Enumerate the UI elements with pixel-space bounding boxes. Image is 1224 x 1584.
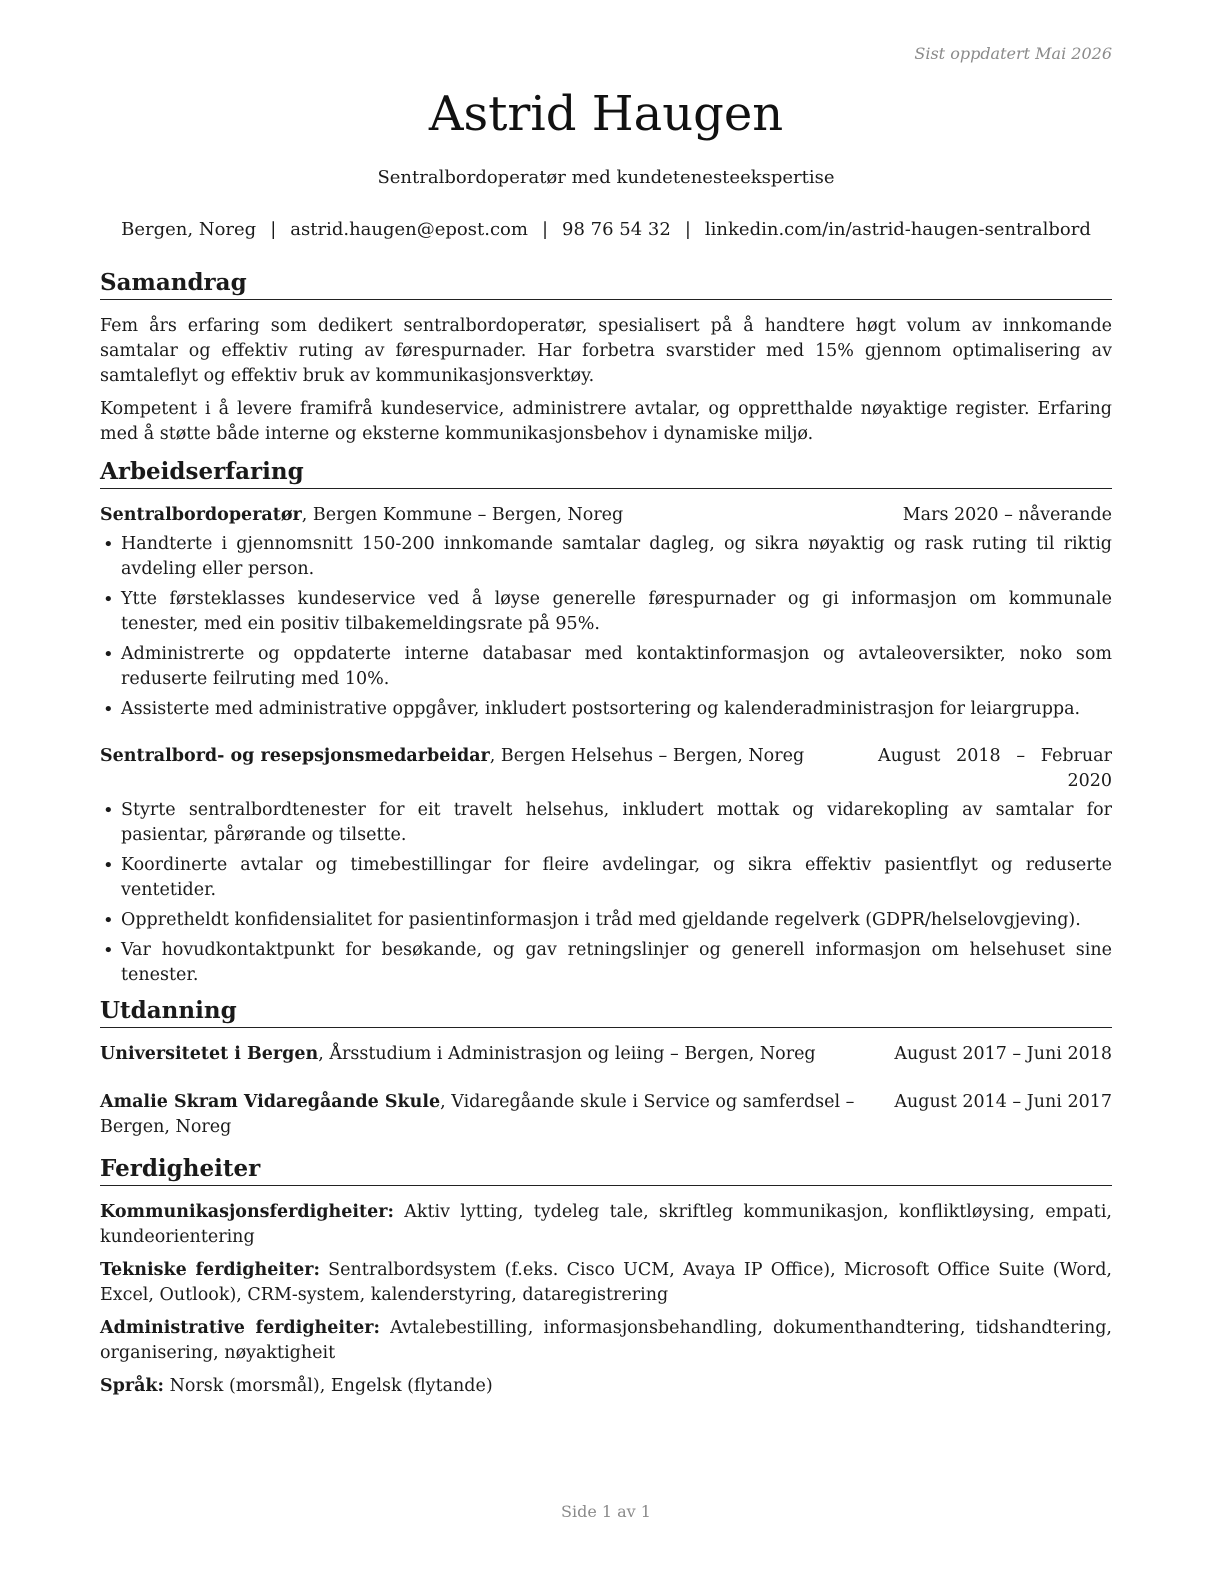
job-bullet: • Assisterte med administrative oppgåver, inkludert postsortering og kalenderadministrasjon for leiargruppa. xyxy=(100,697,1112,722)
contact-line xyxy=(100,219,1112,240)
contact-separator: | xyxy=(684,219,691,240)
job-bullet: • Styrte sentralbordtenester for eit travelt helsehus, inkludert mottak og vidarekopling av samtalar for pasientar, pårørande og tilsette. xyxy=(100,798,1112,848)
education-dates: August 2014 – Juni 2017 xyxy=(894,1092,1112,1112)
skill-row xyxy=(100,1316,1112,1366)
job-bullet: • Administrerte og oppdaterte interne databasar med kontaktinformasjon og avtaleoversikter, noko som reduserte feilruting med 10%. xyxy=(100,642,1112,692)
job-org: , Bergen Helsehus – Bergen, Noreg xyxy=(489,746,805,766)
section-title-experience: Arbeidserfaring xyxy=(100,457,1112,489)
contact-location: Bergen, Noreg xyxy=(121,219,257,240)
job-bullets xyxy=(100,532,1112,722)
education-detail: , Årsstudium i Administrasjon og leiing – Bergen, Noreg xyxy=(318,1044,816,1064)
summary-section xyxy=(100,268,1112,447)
contact-separator: | xyxy=(270,219,277,240)
job-org: , Bergen Kommune – Bergen, Noreg xyxy=(301,505,624,525)
skill-label: Administrative ferdigheiter: xyxy=(100,1318,380,1338)
education-school: Universitetet i Bergen xyxy=(100,1044,319,1064)
skill-label: Språk: xyxy=(100,1376,165,1396)
job-bullet: • Ytte førsteklasses kundeservice ved å løyse generelle førespurnader og gi informasjon om kommunale tenester, med ein positiv tilbakemeldingsrate på 95%. xyxy=(100,587,1112,637)
job-role: Sentralbordoperatør xyxy=(100,505,302,525)
job-bullet: • Koordinerte avtalar og timebestillingar for fleire avdelingar, og sikra effektiv pasientflyt og reduserte ventetider. xyxy=(100,853,1112,903)
contact-phone[interactable]: 98 76 54 32 xyxy=(562,219,671,240)
skill-text: Norsk (morsmål), Engelsk (flytande) xyxy=(164,1376,493,1396)
resume-page xyxy=(100,0,1112,1584)
candidate-name: Astrid Haugen xyxy=(428,86,784,142)
job-dates: Mars 2020 – nåverande xyxy=(902,505,1112,525)
skill-row xyxy=(100,1374,1112,1399)
job-bullet: • Handterte i gjennomsnitt 150-200 innkomande samtalar dagleg, og sikra nøyaktig og rask ruting til riktig avdeling eller person. xyxy=(100,532,1112,582)
skill-row xyxy=(100,1258,1112,1308)
skill-label: Tekniske ferdigheiter: xyxy=(100,1260,320,1280)
experience-section xyxy=(100,457,1112,988)
contact-separator: | xyxy=(541,219,549,240)
section-title-education: Utdanning xyxy=(100,996,1112,1028)
job-role: Sentralbord- og resepsjonsmedarbeidar xyxy=(100,746,490,766)
last-updated: Sist oppdatert Mai 2026 xyxy=(914,44,1112,63)
job-entry xyxy=(100,744,1112,988)
contact-email[interactable]: astrid.haugen@epost.com xyxy=(290,219,528,240)
skill-row xyxy=(100,1200,1112,1250)
education-dates: August 2017 – Juni 2018 xyxy=(894,1044,1112,1064)
job-dates: August 2018 – Februar 2020 xyxy=(878,746,1112,791)
summary-paragraph: Fem års erfaring som dedikert sentralbordoperatør, spesialisert på å handtere høgt volum av innkomande samtalar og effektiv ruting av førespurnader. Har forbetra svarstider med 15% gjennom optimalisering av samtaleflyt og effektiv bruk av kommunikasjonsverktøy. xyxy=(100,316,1112,386)
job-bullets xyxy=(100,798,1112,988)
job-bullet: • Var hovudkontaktpunkt for besøkande, og gav retningslinjer og generell informasjon om helsehuset sine tenester. xyxy=(100,938,1112,988)
skill-text: Avtalebestilling, informasjonsbehandling, dokumenthandtering, tidshandtering, organisering, nøyaktigheit xyxy=(100,1318,1112,1363)
skill-label: Kommunikasjonsferdigheiter: xyxy=(100,1202,394,1222)
skill-text: Aktiv lytting, tydeleg tale, skriftleg kommunikasjon, konfliktløysing, empati, kundeorientering xyxy=(100,1202,1112,1247)
education-school: Amalie Skram Vidaregåande Skule xyxy=(100,1092,441,1112)
job-entry xyxy=(100,503,1112,722)
candidate-headline: Sentralbordoperatør med kundetenesteekspertise xyxy=(377,167,835,188)
skill-text: Sentralbordsystem (f.eks. Cisco UCM, Avaya IP Office), Microsoft Office Suite (Word, Excel, Outlook), CRM-system, kalenderstyring, dataregistrering xyxy=(100,1260,1112,1305)
education-detail: , Vidaregåande skule i Service og samferdsel – Bergen, Noreg xyxy=(100,1092,855,1137)
resume-body xyxy=(100,268,1112,1407)
education-entry xyxy=(100,1042,1112,1067)
skills-section xyxy=(100,1154,1112,1399)
section-title-skills: Ferdigheiter xyxy=(100,1154,1112,1186)
page-number: Side 1 av 1 xyxy=(561,1502,651,1521)
education-entry xyxy=(100,1090,1112,1140)
education-section xyxy=(100,996,1112,1140)
section-title-summary: Samandrag xyxy=(100,268,1112,300)
job-header xyxy=(100,503,1112,528)
summary-paragraph: Kompetent i å levere framifrå kundeservice, administrere avtalar, og oppretthalde nøyaktige register. Erfaring med å støtte både interne og eksterne kommunikasjonsbehov i dynamiske miljø. xyxy=(100,399,1112,444)
job-bullet: • Oppretheldt konfidensialitet for pasientinformasjon i tråd med gjeldande regelverk (GDPR/helselovgjeving). xyxy=(100,908,1112,933)
job-header xyxy=(100,744,1112,794)
contact-linkedin[interactable]: linkedin.com/in/astrid-haugen-sentralbord xyxy=(704,219,1091,240)
